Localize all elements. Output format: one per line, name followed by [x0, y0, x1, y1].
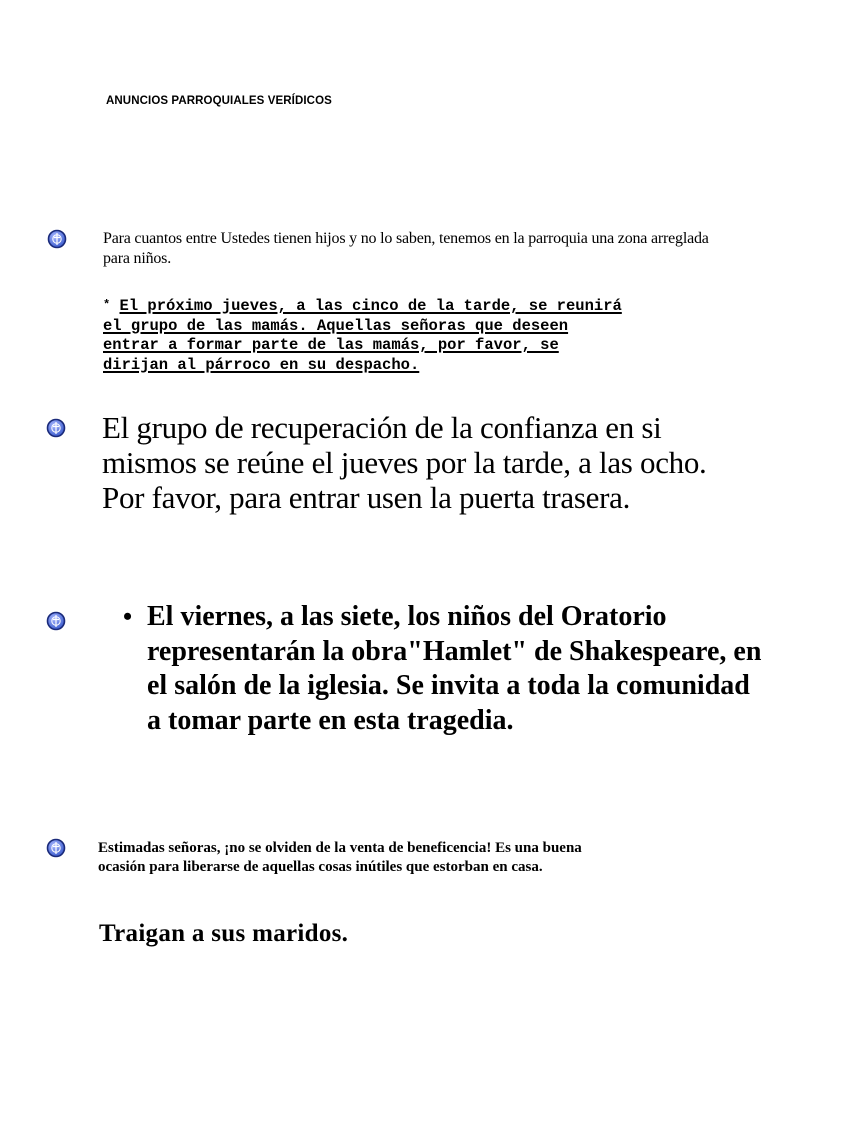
hamlet-play-text: El viernes, a las siete, los niños del Oratorio representarán la obra"Hamlet" de Shakespeare, en el salón de la iglesia. Se invita a toda la comunidad a tomar parte en esta tragedia. [147, 601, 762, 736]
mothers-group-line: el grupo de las mamás. Aquellas señoras que deseen [103, 316, 569, 335]
announcement-mothers-group [103, 296, 723, 375]
cross-globe-bullet-icon [46, 418, 66, 438]
cross-globe-bullet-icon [47, 229, 67, 249]
mothers-group-line: dirijan al párroco en su despacho. [103, 355, 420, 374]
announcement-hamlet-play [123, 600, 763, 738]
announcement-punchline: Traigan a sus maridos. [99, 920, 349, 947]
announcement-children-area: Para cuantos entre Ustedes tienen hijos y no lo saben, tenemos en la parroquia una zona arreglada para niños. [103, 230, 709, 267]
mothers-group-line: El próximo jueves, a las cinco de la tarde, se reunirá [119, 297, 622, 315]
announcement-confidence-group: El grupo de recuperación de la confianza en si mismos se reúne el jueves por la tarde, a las ocho. Por favor, para entrar usen la puerta trasera. [102, 410, 707, 515]
announcement-charity-sale: Estimadas señoras, ¡no se olviden de la venta de beneficencia! Es una buena ocasión para liberarse de aquellas cosas inútiles que estorban en casa. [98, 840, 582, 875]
asterisk-marker: * [103, 298, 111, 312]
bullet-dot: • [123, 602, 133, 631]
cross-globe-bullet-icon [46, 838, 66, 858]
mothers-group-line: entrar a formar parte de las mamás, por favor, se [103, 336, 559, 354]
cross-globe-bullet-icon [46, 611, 66, 631]
page-title: ANUNCIOS PARROQUIALES VERÍDICOS [106, 95, 332, 107]
